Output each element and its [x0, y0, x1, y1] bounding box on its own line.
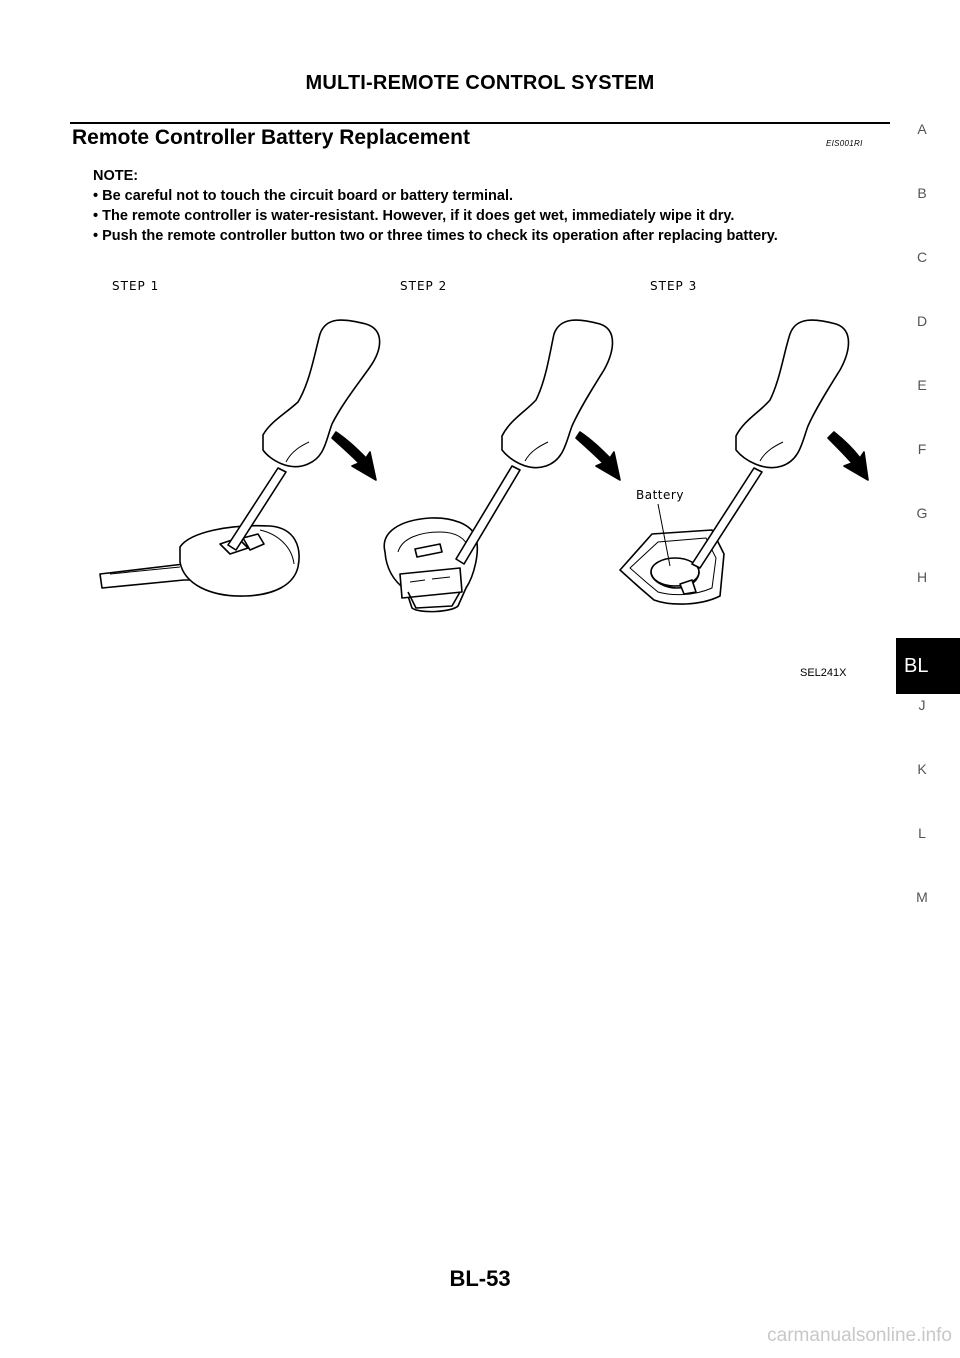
index-tab-d[interactable]: D — [916, 313, 928, 329]
step-2-illustration — [384, 320, 620, 612]
index-tab-l[interactable]: L — [918, 825, 926, 841]
index-tab-a[interactable]: A — [917, 121, 927, 137]
note-item: • Be careful not to touch the circuit board or battery terminal. — [93, 188, 513, 204]
page-header-title: MULTI-REMOTE CONTROL SYSTEM — [305, 72, 655, 94]
page-number: BL-53 — [449, 1266, 511, 1291]
index-tab-bl-active[interactable]: BL — [896, 638, 960, 694]
battery-replacement-figure — [80, 262, 880, 692]
note-label: NOTE: — [93, 168, 139, 184]
note-item: • Push the remote controller button two or three times to check its operation after replacing battery. — [93, 228, 778, 244]
figure-id-label: SEL241X — [800, 667, 847, 679]
rotate-arrow-icon — [332, 432, 376, 480]
rotate-arrow-icon — [576, 432, 620, 480]
index-tab-m[interactable]: M — [916, 889, 928, 905]
battery-callout-label: Battery — [636, 488, 684, 502]
note-item: • The remote controller is water-resistant. However, if it does get wet, immediately wipe it dry. — [93, 208, 735, 224]
watermark-text: carmanualsonline.info — [767, 1325, 952, 1346]
index-tab-k[interactable]: K — [917, 761, 927, 777]
screwdriver-handle-icon — [263, 320, 380, 467]
step-1-label: STEP 1 — [112, 279, 160, 293]
index-tab-j[interactable]: J — [918, 697, 926, 713]
note-block — [93, 166, 873, 246]
section-doc-code: EIS001RI — [826, 139, 863, 148]
index-tab-h[interactable]: H — [916, 569, 928, 585]
index-tab-f[interactable]: F — [917, 441, 927, 457]
step-3-label: STEP 3 — [650, 279, 698, 293]
section-title: Remote Controller Battery Replacement — [72, 126, 470, 149]
index-tab-e[interactable]: E — [917, 377, 927, 393]
index-tab-g[interactable]: G — [916, 505, 928, 521]
index-tab-c[interactable]: C — [916, 249, 928, 265]
header-divider — [70, 122, 890, 124]
index-tab-b[interactable]: B — [917, 185, 927, 201]
rotate-arrow-icon — [828, 432, 868, 480]
step-1-illustration — [100, 320, 380, 596]
step-2-label: STEP 2 — [400, 279, 448, 293]
step-3-illustration — [620, 320, 868, 604]
